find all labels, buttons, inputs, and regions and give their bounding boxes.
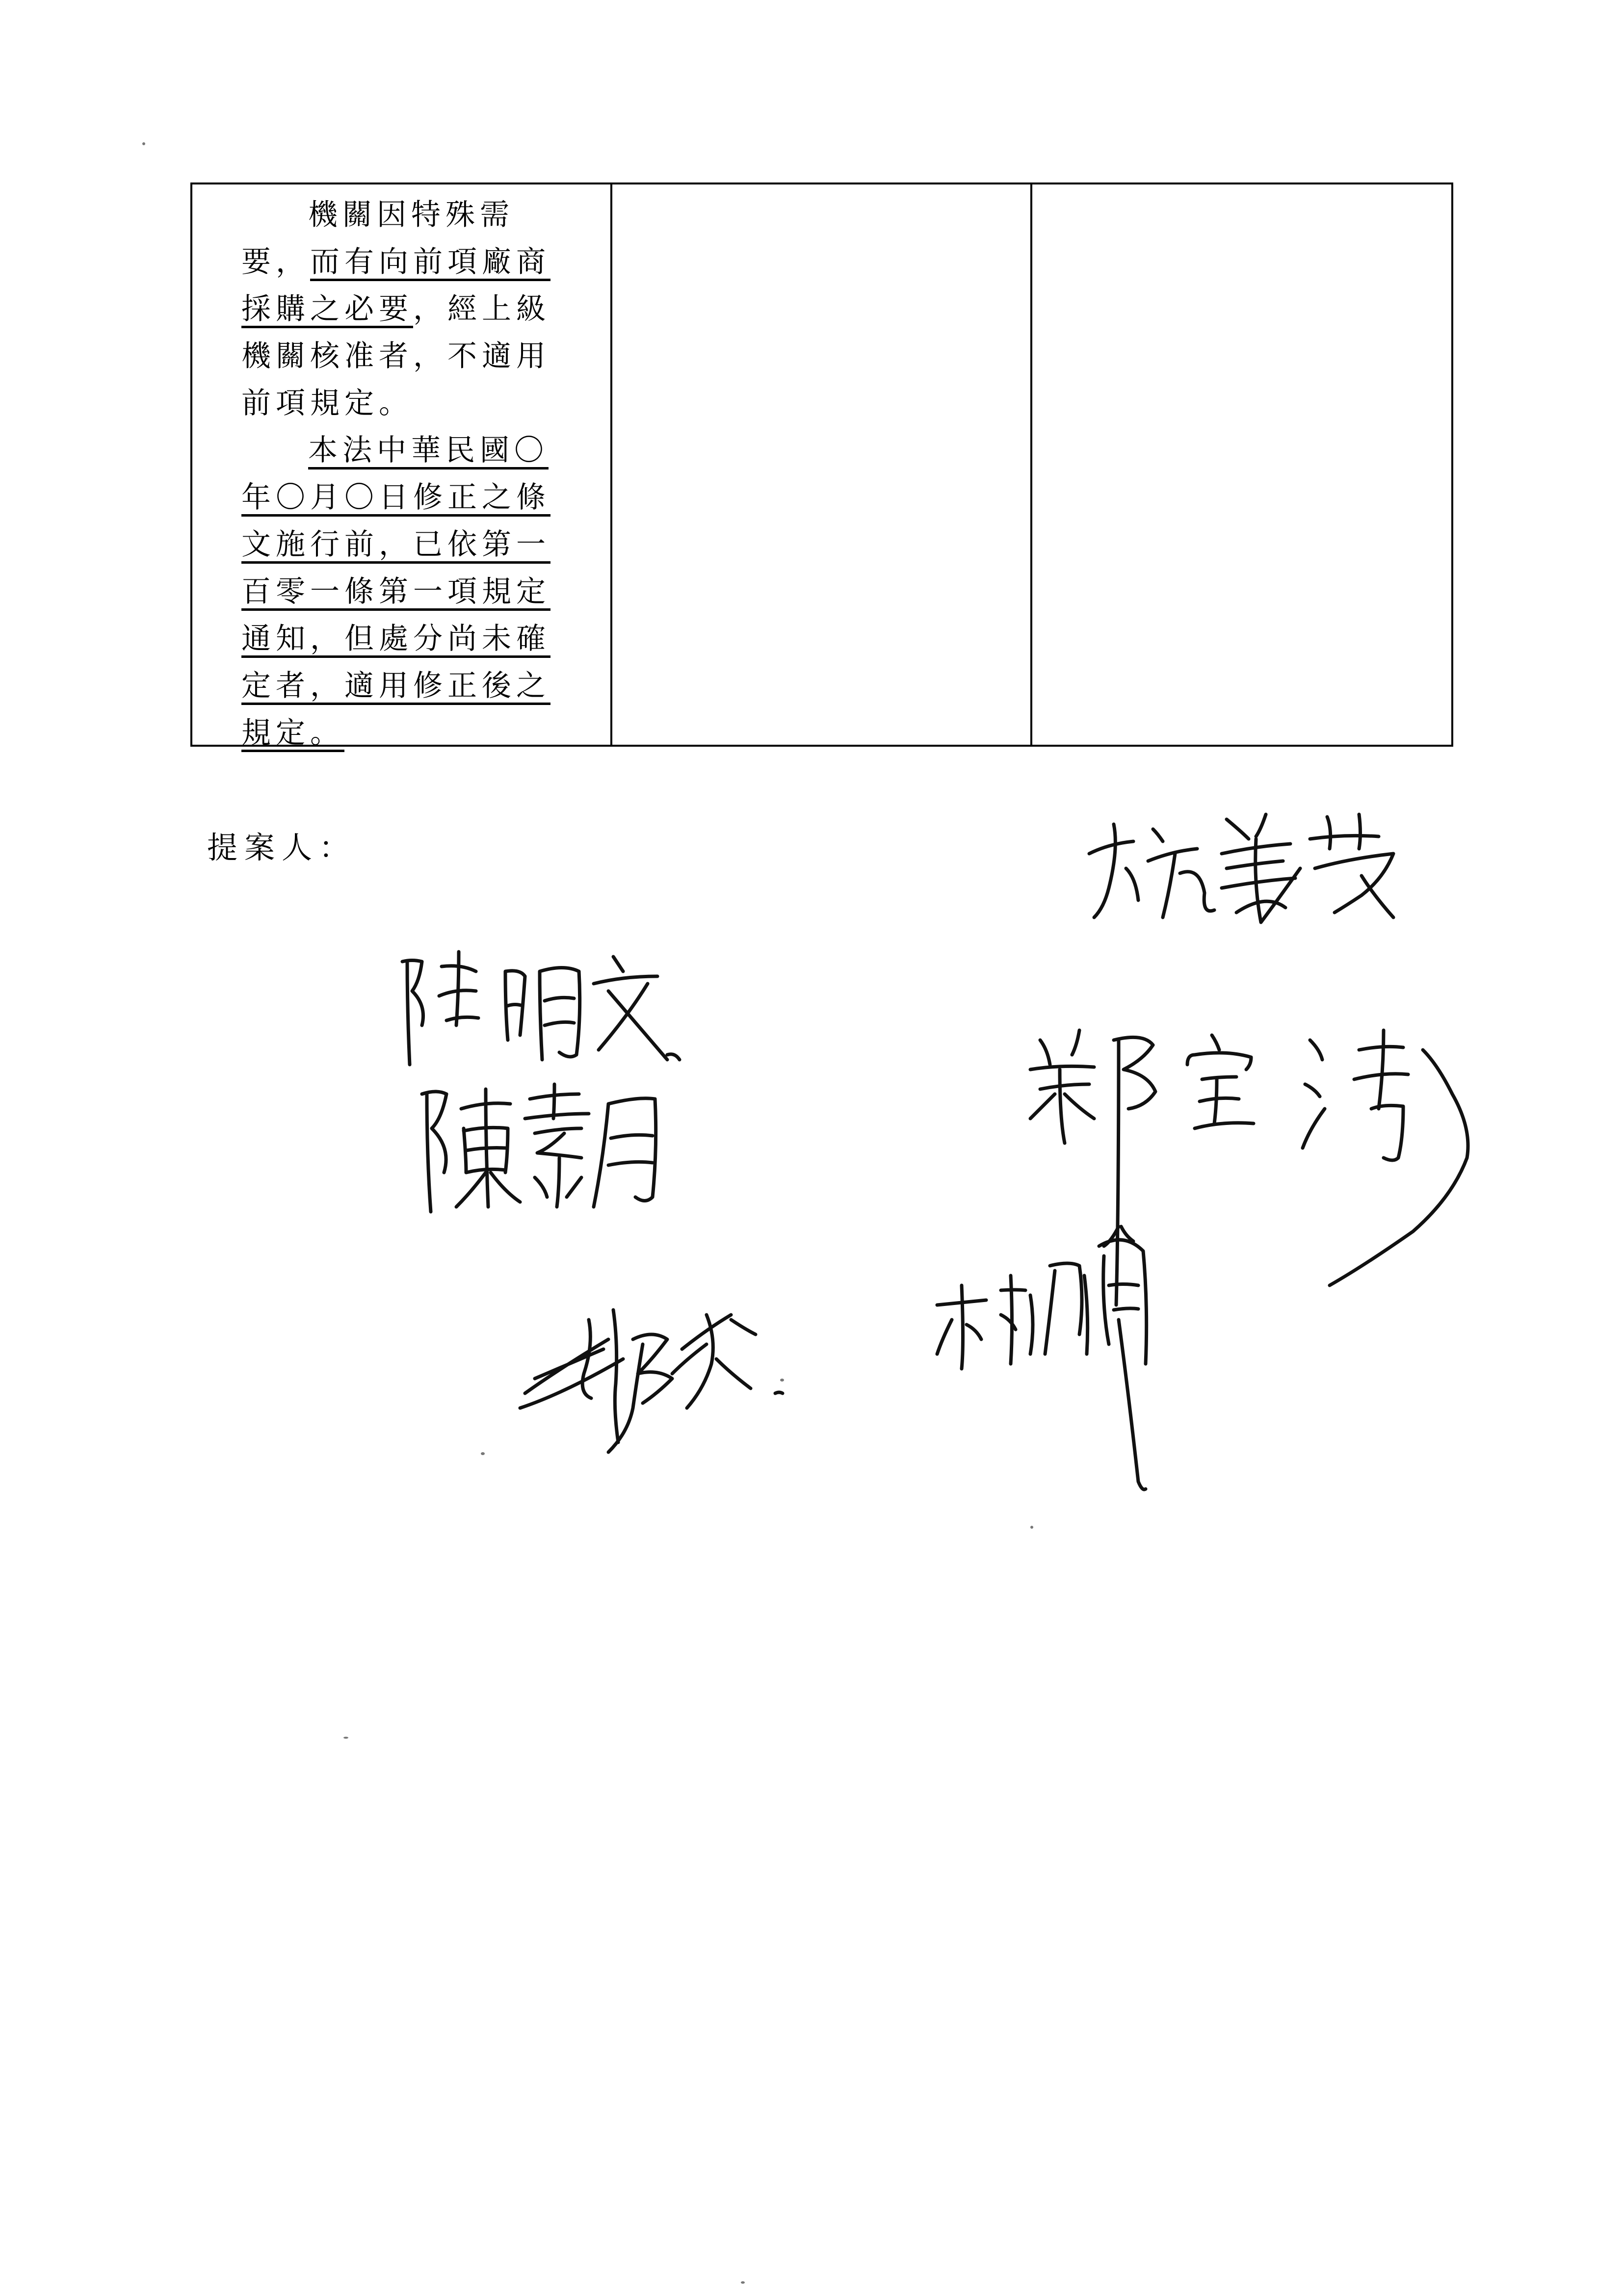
- table-line: [241, 709, 592, 757]
- table-line: 前項規定。: [241, 386, 413, 420]
- table-line: [241, 474, 592, 521]
- table-line: [241, 568, 592, 615]
- table-line-part: ，經上級: [413, 292, 550, 326]
- signature-1: [1079, 795, 1413, 942]
- scan-speck: [741, 2281, 745, 2284]
- table-column-amended-text: [192, 184, 612, 750]
- underlined-text: 文施行前，已依第一: [241, 527, 550, 562]
- underlined-text: 本法中華民國〇: [308, 433, 549, 468]
- scan-speck: [481, 1452, 485, 1455]
- underlined-text: 採購之必要: [241, 292, 413, 326]
- scan-speck: [1030, 1526, 1033, 1529]
- signature-3: [412, 1074, 687, 1222]
- underlined-text: 而有向前項廠商: [310, 245, 550, 279]
- signature-2: [393, 942, 697, 1079]
- underlined-text: 年〇月〇日修正之條: [241, 480, 550, 515]
- table-paragraph-2: [241, 427, 592, 757]
- table-line: [241, 238, 592, 286]
- table-column-explanation: [1032, 184, 1451, 745]
- table-line: [241, 286, 592, 333]
- table-paragraph-1: [241, 191, 592, 427]
- proposer-label: 提案人：: [207, 830, 357, 865]
- underlined-text: 百零一條第一項規定: [241, 574, 550, 609]
- scan-speck: [780, 1379, 784, 1382]
- signature-5: [510, 1246, 805, 1491]
- table-line: 機關核准者，不適用: [241, 339, 550, 373]
- table-column-current-text: [612, 184, 1032, 745]
- scan-speck: [142, 142, 145, 145]
- underlined-text: 規定。: [241, 716, 344, 750]
- amendment-table: [190, 183, 1453, 750]
- underlined-text: 通知，但處分尚未確: [241, 622, 550, 656]
- table-line: [241, 521, 592, 568]
- signature-6: [922, 1158, 1227, 1501]
- scan-speck: [343, 1737, 348, 1739]
- table-line: [241, 427, 592, 474]
- table-line-part: 要，: [241, 245, 310, 279]
- underlined-text: 定者，適用修正後之: [241, 669, 550, 703]
- table-line: [241, 662, 592, 709]
- table-line: 機關因特殊需: [308, 198, 514, 232]
- table-line: [241, 615, 592, 662]
